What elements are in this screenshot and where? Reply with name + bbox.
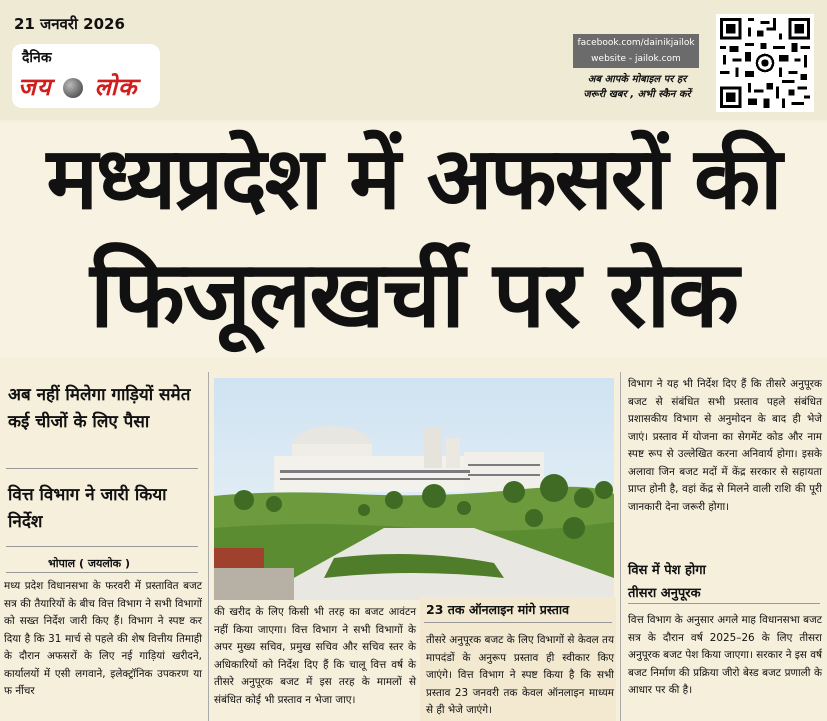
website-link[interactable]: website - jailok.com [591,54,681,64]
article-body-2: की खरीद के लिए किसी भी तरह का बजट आवंटन नहीं किया जाएगा। वित्त विभाग ने सभी विभागों के अपर मुख्य सचिव, प्रमुख सचिव और सचिव स्तर के अधिकारियों को निर्देश दिए हैं कि चालू वित्त वर्ष के तीसरे अनुपूरक बजट में इस तरह के मामलों से संबंधित कोई भी प्रस्ताव न भेजा जाए। [214,606,416,706]
social-links-box [573,34,699,68]
qr-code-icon[interactable] [716,14,814,112]
subheading-3: 23 तक ऑनलाइन मांगे प्रस्ताव [426,602,570,617]
sidebar-box [420,597,616,721]
logo-word-1: जय [18,73,52,101]
headline-line-1: मध्यप्रदेश में अफसरों की [46,129,781,229]
divider [6,546,198,547]
divider [6,572,198,573]
article-body-3: तीसरे अनुपूरक बजट के लिए विभागों से केवल तय मापदंडों के अनुरूप प्रस्ताव ही स्वीकार किए जाएंगे। वित्त विभाग ने स्पष्ट किया है कि सभी प्रस्ताव 23 जनवरी तक केवल ऑनलाइन माध्यम से ही भेजे जाएंगे। [426,634,614,716]
masthead [0,0,827,120]
assembly-building-photo [214,378,614,600]
facebook-link[interactable]: facebook.com/dainikjailok [577,38,695,48]
article-body-4: विभाग ने यह भी निर्देश दिए हैं कि तीसरे अनुपूरक बजट से संबंधित सभी प्रस्ताव पहले संबंधित प्रशासकीय विभाग से अनुमोदन के बाद ही भेजे जाएं। प्रस्ताव में योजना का सेगमेंट कोड और नाम स्पष्ट रूप से उल्लेखित करना अनिवार्य होगा। इसके अलावा जिन बजट मदों में केंद्र सरकार से सहायता प्राप्त होनी है, वहां केंद्र से मिलने वाली राशि की पूरी जानकारी देना जरूरी होगा। [628,378,822,513]
column-divider [208,372,209,721]
logo-tagline: दैनिक [22,50,52,66]
article-body-5: वित्त विभाग के अनुसार अगले माह विधानसभा बजट सत्र के दौरान वर्ष 2025–26 के लिए तीसरा अनुपूरक बजट पेश किया जाएगा। सरकार ने इस वर्ष बजट निर्माण की प्रक्रिया जीरो बेस्ड बजट प्रणाली के आधार पर की है। [628,614,822,696]
logo [18,70,137,103]
subheading-4-line-1: विस में पेश होगा [628,563,706,578]
column-1 [0,360,203,721]
subheading-2: वित्त विभाग ने जारी किया निर्देश [8,485,167,532]
issue-date: 21 जनवरी 2026 [14,15,125,33]
article-body-1: मध्य प्रदेश विधानसभा के फरवरी में प्रस्तावित बजट सत्र की तैयारियों के बीच वित्त विभाग ने सभी विभागों को सख्त निर्देश जारी किए हैं। विभाग ने स्पष्ट कर दिया है कि 31 मार्च से पहले की शेष वित्तीय तिमाही के दौरान अफसरों के लिए नई गाड़ियां खरीदने, कार्यालयों में एसी लगवाने, इलेक्ट्रॉनिक उपकरण या फ र्नीचर [4,580,202,697]
scan-line-2: जरूरी खबर , अभी स्कैन करें [583,89,691,100]
divider [424,622,612,623]
scan-line-1: अब आपके मोबाइल पर हर [587,74,687,85]
globe-icon [63,78,83,98]
column-divider [620,372,621,721]
subheading-1: अब नहीं मिलेगा गाड़ियों समेत कई चीजों के लिए पैसा [8,385,191,432]
dateline: भोपाल ( जयलोक ) [48,557,130,570]
divider [628,603,820,604]
logo-word-2: लोक [94,73,138,101]
subheading-4-line-2: तीसरा अनुपूरक [628,586,701,601]
scan-prompt [571,72,703,102]
main-headline [0,122,827,357]
headline-line-2: फिजूलखर्ची पर रोक [90,241,737,348]
divider [6,468,198,469]
